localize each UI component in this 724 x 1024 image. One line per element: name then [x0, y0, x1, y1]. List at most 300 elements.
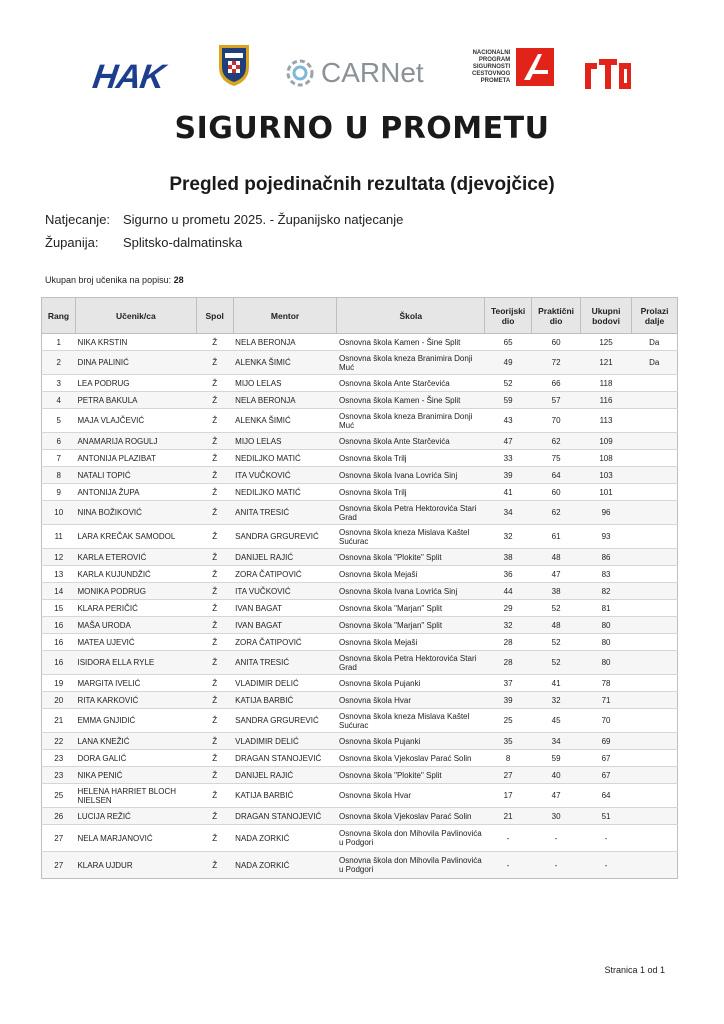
- table-row: [42, 501, 678, 525]
- main-title: SIGURNO U PROMETU: [174, 111, 550, 146]
- cell-skola: Osnovna škola kneza Mislava Kaštel Sućurac: [337, 525, 485, 549]
- cell-mentor: DRAGAN STANOJEVIĆ: [233, 808, 337, 825]
- cell-ukupno: 113: [581, 409, 632, 433]
- cell-teorija: 52: [485, 375, 532, 392]
- cell-rang: 11: [42, 525, 76, 549]
- cell-spol: Ž: [196, 784, 233, 808]
- cell-ucenik: MONIKA PODRUG: [75, 583, 196, 600]
- cell-skola: Osnovna škola Ivana Lovrića Sinj: [337, 583, 485, 600]
- cell-ukupno: 103: [581, 467, 632, 484]
- cell-ucenik: ANTONIJA PLAZIBAT: [75, 450, 196, 467]
- cell-dalje: [632, 784, 678, 808]
- cell-mentor: NELA BERONJA: [233, 392, 337, 409]
- cell-skola: Osnovna škola Pujanki: [337, 675, 485, 692]
- cell-skola: Osnovna škola don Mihovila Pavlinovića u Podgori: [337, 825, 485, 852]
- cell-spol: Ž: [196, 767, 233, 784]
- cell-rang: 5: [42, 409, 76, 433]
- cell-rang: 19: [42, 675, 76, 692]
- cell-mentor: DANIJEL RAJIĆ: [233, 549, 337, 566]
- cell-ucenik: NELA MARJANOVIĆ: [75, 825, 196, 852]
- cell-rang: 23: [42, 767, 76, 784]
- results-table: [41, 297, 678, 879]
- cell-ukupno: 71: [581, 692, 632, 709]
- table-row: [42, 617, 678, 634]
- cell-rang: 16: [42, 634, 76, 651]
- cell-spol: Ž: [196, 808, 233, 825]
- cell-teorija: 25: [485, 709, 532, 733]
- cell-mentor: KATIJA BARBIĆ: [233, 784, 337, 808]
- cell-mentor: NADA ZORKIĆ: [233, 852, 337, 879]
- cell-skola: Osnovna škola Vjekoslav Parać Solin: [337, 750, 485, 767]
- cell-skola: Osnovna škola Ante Starčevića: [337, 375, 485, 392]
- cell-ucenik: MATEA UJEVIĆ: [75, 634, 196, 651]
- student-count: Ukupan broj učenika na popisu: 28: [45, 275, 184, 285]
- table-row: [42, 651, 678, 675]
- cell-teorija: 35: [485, 733, 532, 750]
- cell-ukupno: 70: [581, 709, 632, 733]
- cell-ucenik: KLARA PERIČIĆ: [75, 600, 196, 617]
- cell-ucenik: DINA PALINIĆ: [75, 351, 196, 375]
- cell-teorija: -: [485, 825, 532, 852]
- cell-praksa: 64: [532, 467, 581, 484]
- cell-teorija: 21: [485, 808, 532, 825]
- cell-dalje: Da: [632, 334, 678, 351]
- competition-value: Sigurno u prometu 2025. - Županijsko natjecanje: [123, 212, 404, 227]
- cell-praksa: -: [532, 825, 581, 852]
- cell-dalje: [632, 750, 678, 767]
- cell-praksa: 47: [532, 566, 581, 583]
- cell-teorija: 27: [485, 767, 532, 784]
- cell-skola: Osnovna škola "Marjan" Split: [337, 600, 485, 617]
- cell-ucenik: NIKA KRSTIN: [75, 334, 196, 351]
- cell-ucenik: ANAMARIJA ROGULJ: [75, 433, 196, 450]
- cell-rang: 15: [42, 600, 76, 617]
- cell-dalje: [632, 566, 678, 583]
- cell-ucenik: DORA GALIĆ: [75, 750, 196, 767]
- cell-skola: Osnovna škola "Marjan" Split: [337, 617, 485, 634]
- cell-ucenik: EMMA GNJIDIĆ: [75, 709, 196, 733]
- cell-spol: Ž: [196, 634, 233, 651]
- cell-rang: 22: [42, 733, 76, 750]
- col-header-skola[interactable]: Škola: [337, 298, 485, 334]
- cell-skola: Osnovna škola Hvar: [337, 784, 485, 808]
- table-row: [42, 709, 678, 733]
- col-header-teorija[interactable]: Teorijski dio: [485, 298, 532, 334]
- student-count-value: 28: [173, 275, 184, 285]
- cell-teorija: -: [485, 852, 532, 879]
- cell-mentor: KATIJA BARBIĆ: [233, 692, 337, 709]
- cell-dalje: [632, 409, 678, 433]
- cell-ukupno: 64: [581, 784, 632, 808]
- cell-dalje: [632, 617, 678, 634]
- cell-praksa: 60: [532, 334, 581, 351]
- cell-mentor: ALENKA ŠIMIĆ: [233, 409, 337, 433]
- cell-rang: 8: [42, 467, 76, 484]
- cell-ucenik: KLARA UJDUR: [75, 852, 196, 879]
- cell-rang: 27: [42, 852, 76, 879]
- cell-ukupno: 82: [581, 583, 632, 600]
- cell-rang: 9: [42, 484, 76, 501]
- cell-spol: Ž: [196, 750, 233, 767]
- cell-skola: Osnovna škola Kamen - Šine Split: [337, 392, 485, 409]
- table-row: [42, 733, 678, 750]
- cell-ucenik: ANTONIJA ŽUPA: [75, 484, 196, 501]
- cell-teorija: 65: [485, 334, 532, 351]
- cell-dalje: [632, 651, 678, 675]
- cell-ukupno: 86: [581, 549, 632, 566]
- cell-mentor: ALENKA ŠIMIĆ: [233, 351, 337, 375]
- cell-mentor: ITA VUČKOVIĆ: [233, 467, 337, 484]
- cell-praksa: 45: [532, 709, 581, 733]
- cell-spol: Ž: [196, 709, 233, 733]
- cell-mentor: NEDILJKO MATIĆ: [233, 450, 337, 467]
- cell-skola: Osnovna škola don Mihovila Pavlinovića u Podgori: [337, 852, 485, 879]
- cell-dalje: [632, 392, 678, 409]
- cell-ukupno: 69: [581, 733, 632, 750]
- cell-rang: 27: [42, 825, 76, 852]
- cell-spol: Ž: [196, 501, 233, 525]
- county-label: Županija:: [45, 235, 99, 250]
- cell-dalje: [632, 450, 678, 467]
- col-header-ucenik[interactable]: Učenik/ca: [75, 298, 196, 334]
- cell-rang: 20: [42, 692, 76, 709]
- cell-ukupno: -: [581, 825, 632, 852]
- col-header-ukupno[interactable]: Ukupni bodovi: [581, 298, 632, 334]
- table-row: [42, 450, 678, 467]
- cell-spol: Ž: [196, 549, 233, 566]
- cell-spol: Ž: [196, 852, 233, 879]
- cell-praksa: 75: [532, 450, 581, 467]
- cell-spol: Ž: [196, 392, 233, 409]
- cell-spol: Ž: [196, 351, 233, 375]
- table-row: [42, 750, 678, 767]
- cell-dalje: [632, 825, 678, 852]
- cell-ukupno: -: [581, 852, 632, 879]
- cell-mentor: ANITA TRESIĆ: [233, 651, 337, 675]
- cell-dalje: [632, 692, 678, 709]
- cell-mentor: NADA ZORKIĆ: [233, 825, 337, 852]
- table-row: [42, 375, 678, 392]
- table-row: [42, 351, 678, 375]
- cell-mentor: NEDILJKO MATIĆ: [233, 484, 337, 501]
- col-header-praksa[interactable]: Praktični dio: [532, 298, 581, 334]
- cell-spol: Ž: [196, 692, 233, 709]
- cell-teorija: 44: [485, 583, 532, 600]
- cell-dalje: [632, 467, 678, 484]
- ftb-logo-icon: [583, 55, 633, 91]
- table-row: [42, 433, 678, 450]
- cell-praksa: 59: [532, 750, 581, 767]
- cell-spol: Ž: [196, 566, 233, 583]
- cell-ucenik: RITA KARKOVIĆ: [75, 692, 196, 709]
- cell-rang: 12: [42, 549, 76, 566]
- cell-rang: 16: [42, 651, 76, 675]
- cell-praksa: 40: [532, 767, 581, 784]
- cell-teorija: 33: [485, 450, 532, 467]
- cell-ucenik: MAJA VLAJČEVIĆ: [75, 409, 196, 433]
- cell-spol: Ž: [196, 375, 233, 392]
- cell-ukupno: 81: [581, 600, 632, 617]
- cell-ukupno: 78: [581, 675, 632, 692]
- cell-ucenik: KARLA KUJUNDŽIĆ: [75, 566, 196, 583]
- table-row: [42, 583, 678, 600]
- cell-ukupno: 80: [581, 651, 632, 675]
- cell-ucenik: MAŠA URODA: [75, 617, 196, 634]
- cell-rang: 21: [42, 709, 76, 733]
- table-row: [42, 692, 678, 709]
- cell-rang: 16: [42, 617, 76, 634]
- cell-ukupno: 125: [581, 334, 632, 351]
- cell-spol: Ž: [196, 825, 233, 852]
- cell-ucenik: NATALI TOPIĆ: [75, 467, 196, 484]
- cell-teorija: 8: [485, 750, 532, 767]
- cell-spol: Ž: [196, 651, 233, 675]
- cell-ucenik: HELENA HARRIET BLOCH NIELSEN: [75, 784, 196, 808]
- cell-praksa: 57: [532, 392, 581, 409]
- cell-dalje: [632, 525, 678, 549]
- carnet-swirl-icon: [285, 58, 315, 88]
- cell-spol: Ž: [196, 675, 233, 692]
- cell-ucenik: PETRA BAKULA: [75, 392, 196, 409]
- cell-praksa: 41: [532, 675, 581, 692]
- police-badge-icon: [215, 41, 253, 87]
- cell-teorija: 29: [485, 600, 532, 617]
- cell-praksa: 62: [532, 433, 581, 450]
- col-header-rang[interactable]: Rang: [42, 298, 76, 334]
- cell-dalje: [632, 600, 678, 617]
- cell-skola: Osnovna škola Kamen - Šine Split: [337, 334, 485, 351]
- cell-mentor: SANDRA GRGUREVIĆ: [233, 525, 337, 549]
- cell-dalje: [632, 634, 678, 651]
- page-number: Stranica 1 od 1: [604, 965, 665, 975]
- cell-rang: 10: [42, 501, 76, 525]
- cell-dalje: [632, 375, 678, 392]
- county-line: [45, 235, 242, 250]
- table-row: [42, 852, 678, 879]
- logo-bar: [0, 38, 724, 94]
- carnet-logo: CARNet: [285, 56, 424, 90]
- table-row: [42, 334, 678, 351]
- cell-dalje: [632, 501, 678, 525]
- cell-ukupno: 121: [581, 351, 632, 375]
- cell-praksa: 70: [532, 409, 581, 433]
- cell-rang: 23: [42, 750, 76, 767]
- cell-ukupno: 51: [581, 808, 632, 825]
- cell-praksa: 52: [532, 600, 581, 617]
- cell-mentor: DRAGAN STANOJEVIĆ: [233, 750, 337, 767]
- col-header-dalje[interactable]: Prolazi dalje: [632, 298, 678, 334]
- cell-skola: Osnovna škola Vjekoslav Parać Solin: [337, 808, 485, 825]
- cell-dalje: Da: [632, 351, 678, 375]
- cell-spol: Ž: [196, 617, 233, 634]
- cell-mentor: SANDRA GRGUREVIĆ: [233, 709, 337, 733]
- ncp-emblem-icon: [516, 48, 554, 86]
- cell-skola: Osnovna škola "Plokite" Split: [337, 767, 485, 784]
- cell-ukupno: 67: [581, 750, 632, 767]
- cell-praksa: 34: [532, 733, 581, 750]
- cell-mentor: ANITA TRESIĆ: [233, 501, 337, 525]
- cell-teorija: 36: [485, 566, 532, 583]
- table-row: [42, 825, 678, 852]
- cell-skola: Osnovna škola kneza Mislava Kaštel Sućurac: [337, 709, 485, 733]
- cell-skola: Osnovna škola Mejaši: [337, 634, 485, 651]
- cell-praksa: -: [532, 852, 581, 879]
- table-row: [42, 675, 678, 692]
- cell-mentor: VLADIMIR DELIĆ: [233, 675, 337, 692]
- table-row: [42, 467, 678, 484]
- cell-mentor: NELA BERONJA: [233, 334, 337, 351]
- cell-praksa: 48: [532, 549, 581, 566]
- cell-mentor: VLADIMIR DELIĆ: [233, 733, 337, 750]
- cell-ukupno: 83: [581, 566, 632, 583]
- cell-mentor: DANIJEL RAJIĆ: [233, 767, 337, 784]
- table-row: [42, 525, 678, 549]
- cell-teorija: 28: [485, 634, 532, 651]
- cell-dalje: [632, 583, 678, 600]
- cell-ukupno: 80: [581, 617, 632, 634]
- cell-mentor: ZORA ČATIPOVIĆ: [233, 566, 337, 583]
- cell-mentor: MIJO LELAS: [233, 375, 337, 392]
- cell-skola: Osnovna škola Trilj: [337, 484, 485, 501]
- cell-spol: Ž: [196, 433, 233, 450]
- cell-skola: Osnovna škola Petra Hektorovića Stari Grad: [337, 501, 485, 525]
- table-row: [42, 808, 678, 825]
- cell-ucenik: LANA KNEŽIĆ: [75, 733, 196, 750]
- cell-teorija: 59: [485, 392, 532, 409]
- cell-praksa: 47: [532, 784, 581, 808]
- cell-mentor: ZORA ČATIPOVIĆ: [233, 634, 337, 651]
- cell-rang: 14: [42, 583, 76, 600]
- cell-rang: 1: [42, 334, 76, 351]
- cell-skola: Osnovna škola Hvar: [337, 692, 485, 709]
- col-header-mentor[interactable]: Mentor: [233, 298, 337, 334]
- cell-spol: Ž: [196, 484, 233, 501]
- cell-spol: Ž: [196, 334, 233, 351]
- cell-rang: 26: [42, 808, 76, 825]
- cell-teorija: 38: [485, 549, 532, 566]
- cell-praksa: 72: [532, 351, 581, 375]
- cell-skola: Osnovna škola Ante Starčevića: [337, 433, 485, 450]
- cell-ukupno: 80: [581, 634, 632, 651]
- cell-ukupno: 101: [581, 484, 632, 501]
- cell-ucenik: LARA KREČAK SAMODOL: [75, 525, 196, 549]
- cell-praksa: 52: [532, 651, 581, 675]
- cell-teorija: 37: [485, 675, 532, 692]
- table-row: [42, 566, 678, 583]
- hak-logo: HAK: [90, 58, 167, 96]
- cell-skola: Osnovna škola "Plokite" Split: [337, 549, 485, 566]
- cell-ukupno: 96: [581, 501, 632, 525]
- cell-dalje: [632, 484, 678, 501]
- cell-spol: Ž: [196, 525, 233, 549]
- cell-teorija: 32: [485, 525, 532, 549]
- competition-label: Natjecanje:: [45, 212, 111, 227]
- cell-ukupno: 109: [581, 433, 632, 450]
- table-row: [42, 634, 678, 651]
- cell-ukupno: 93: [581, 525, 632, 549]
- table-row: [42, 549, 678, 566]
- col-header-spol[interactable]: Spol: [196, 298, 233, 334]
- cell-praksa: 38: [532, 583, 581, 600]
- cell-mentor: MIJO LELAS: [233, 433, 337, 450]
- cell-skola: Osnovna škola Pujanki: [337, 733, 485, 750]
- cell-spol: Ž: [196, 409, 233, 433]
- cell-dalje: [632, 852, 678, 879]
- cell-teorija: 17: [485, 784, 532, 808]
- cell-ucenik: NINA BOŽIKOVIĆ: [75, 501, 196, 525]
- cell-mentor: IVAN BAGAT: [233, 600, 337, 617]
- cell-spol: Ž: [196, 600, 233, 617]
- table-row: [42, 767, 678, 784]
- county-value: Splitsko-dalmatinska: [123, 235, 243, 250]
- cell-praksa: 66: [532, 375, 581, 392]
- cell-rang: 6: [42, 433, 76, 450]
- cell-ucenik: ISIDORA ELLA RYLE: [75, 651, 196, 675]
- table-header-row: [42, 298, 678, 334]
- cell-dalje: [632, 767, 678, 784]
- cell-rang: 2: [42, 351, 76, 375]
- cell-dalje: [632, 433, 678, 450]
- cell-dalje: [632, 549, 678, 566]
- cell-teorija: 43: [485, 409, 532, 433]
- cell-ucenik: KARLA ETEROVIĆ: [75, 549, 196, 566]
- cell-skola: Osnovna škola Trilj: [337, 450, 485, 467]
- cell-mentor: ITA VUČKOVIĆ: [233, 583, 337, 600]
- cell-teorija: 39: [485, 692, 532, 709]
- table-row: [42, 784, 678, 808]
- ncp-logo-text: NACIONALNI PROGRAM SIGURNOSTI CESTOVNOG PROMETA: [472, 49, 511, 84]
- cell-teorija: 32: [485, 617, 532, 634]
- cell-praksa: 62: [532, 501, 581, 525]
- ncp-logo: [472, 48, 554, 86]
- cell-praksa: 60: [532, 484, 581, 501]
- cell-skola: Osnovna škola kneza Branimira Donji Muć: [337, 409, 485, 433]
- table-row: [42, 600, 678, 617]
- cell-ukupno: 116: [581, 392, 632, 409]
- cell-teorija: 28: [485, 651, 532, 675]
- cell-dalje: [632, 733, 678, 750]
- cell-ukupno: 67: [581, 767, 632, 784]
- cell-dalje: [632, 709, 678, 733]
- cell-ucenik: LEA PODRUG: [75, 375, 196, 392]
- cell-ucenik: LUCIJA REŽIĆ: [75, 808, 196, 825]
- cell-dalje: [632, 808, 678, 825]
- cell-skola: Osnovna škola Petra Hektorovića Stari Grad: [337, 651, 485, 675]
- competition-line: [45, 212, 403, 227]
- cell-ucenik: MARGITA IVELIĆ: [75, 675, 196, 692]
- table-body: [42, 334, 678, 879]
- cell-spol: Ž: [196, 583, 233, 600]
- cell-teorija: 39: [485, 467, 532, 484]
- cell-spol: Ž: [196, 450, 233, 467]
- cell-praksa: 30: [532, 808, 581, 825]
- cell-skola: Osnovna škola kneza Branimira Donji Muć: [337, 351, 485, 375]
- cell-teorija: 34: [485, 501, 532, 525]
- cell-skola: Osnovna škola Ivana Lovrića Sinj: [337, 467, 485, 484]
- cell-rang: 3: [42, 375, 76, 392]
- cell-rang: 7: [42, 450, 76, 467]
- cell-spol: Ž: [196, 467, 233, 484]
- cell-rang: 4: [42, 392, 76, 409]
- cell-praksa: 52: [532, 634, 581, 651]
- cell-ukupno: 118: [581, 375, 632, 392]
- cell-praksa: 32: [532, 692, 581, 709]
- table-row: [42, 392, 678, 409]
- page-title: Pregled pojedinačnih rezultata (djevojčice): [169, 174, 555, 195]
- cell-rang: 25: [42, 784, 76, 808]
- cell-ukupno: 108: [581, 450, 632, 467]
- cell-ucenik: NIKA PENIĆ: [75, 767, 196, 784]
